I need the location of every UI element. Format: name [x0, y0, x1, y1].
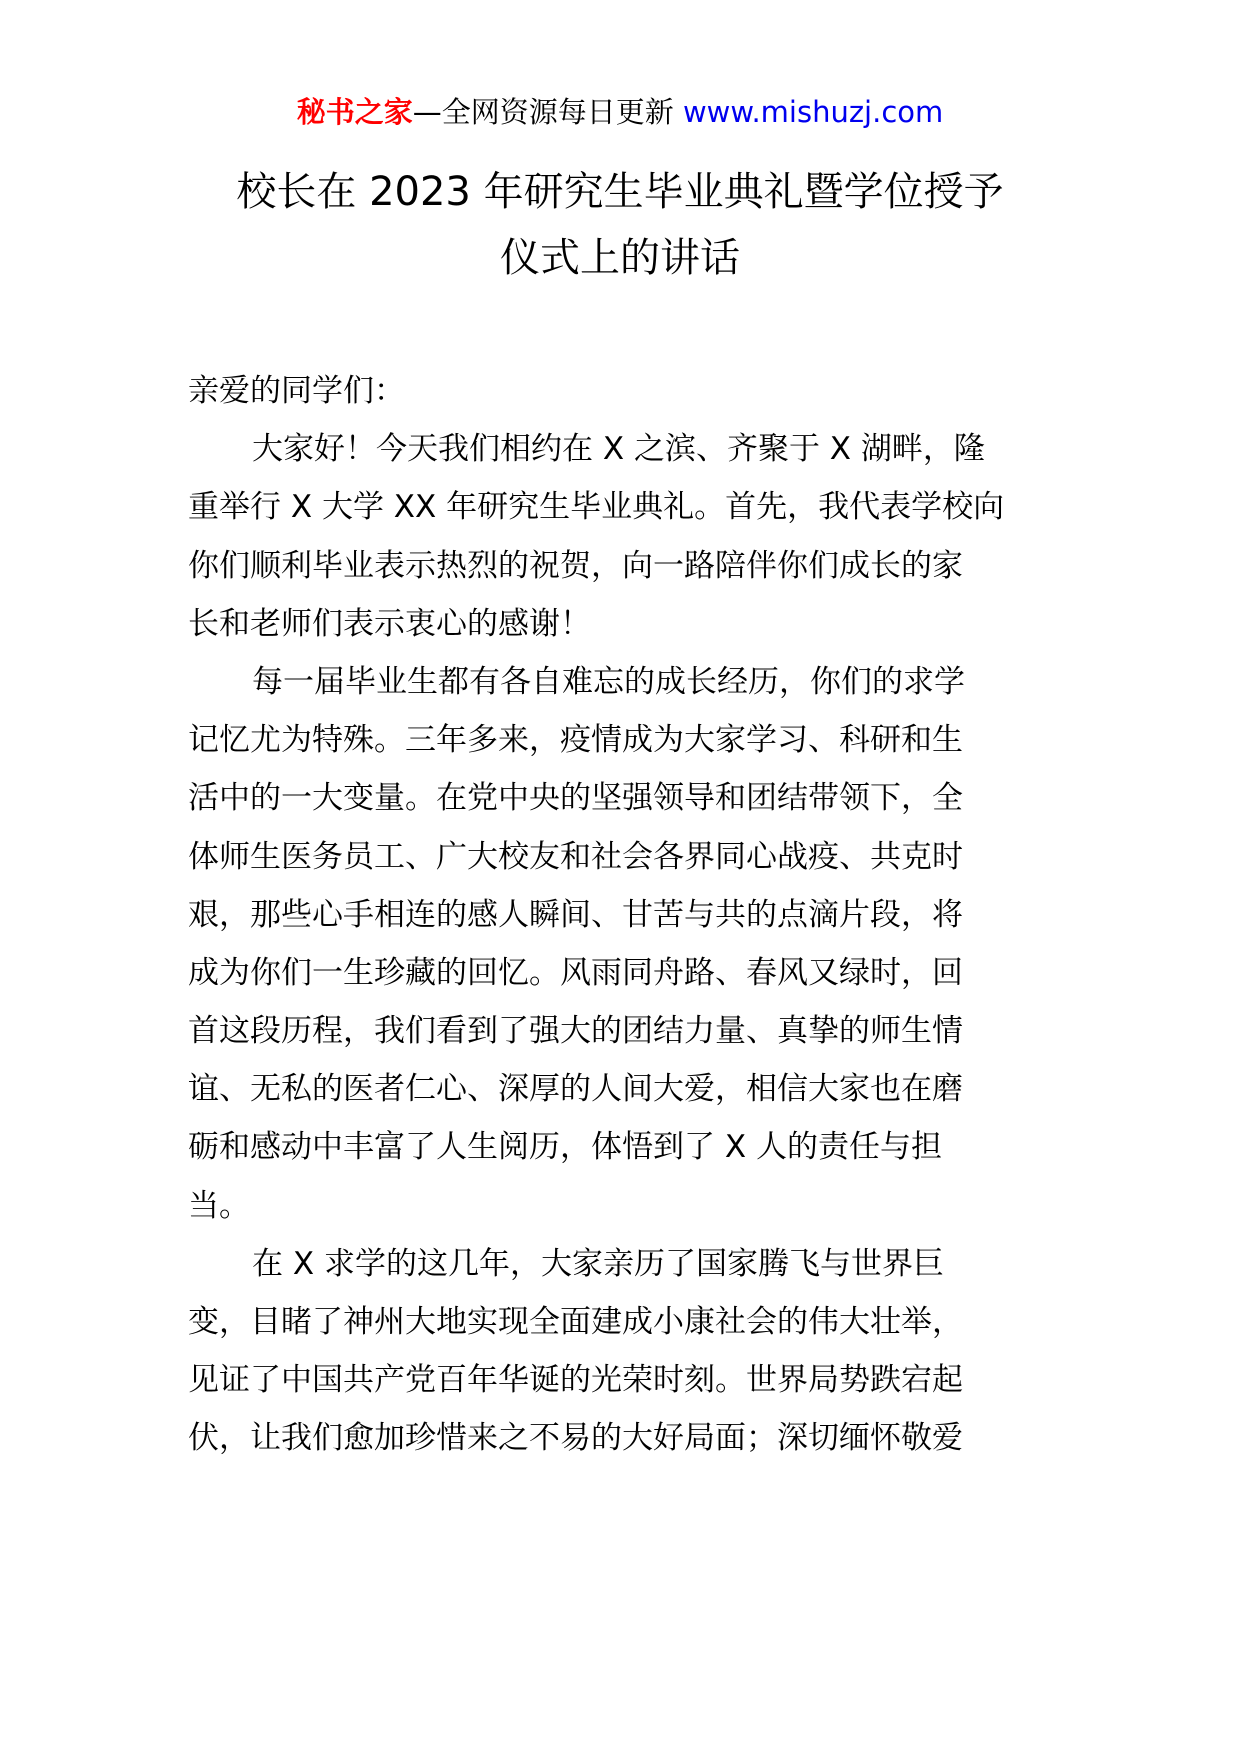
salutation: 亲爱的同学们： [188, 373, 405, 409]
paragraph-line: 艰，那些心手相连的感人瞬间、甘苦与共的点滴片段，将 [188, 896, 963, 933]
paragraph-line: 大家好！今天我们相约在 X 之滨、齐聚于 X 湖畔，隆 [252, 431, 985, 468]
site-url[interactable]: www.mishuzj.com [682, 95, 944, 129]
paragraph-1 [188, 420, 1058, 653]
paragraph-line: 当。 [188, 1187, 250, 1224]
paragraph-line: 长和老师们表示衷心的感谢！ [188, 605, 591, 642]
paragraph-line: 首这段历程，我们看到了强大的团结力量、真挚的师生情 [188, 1013, 963, 1050]
paragraph-line: 体师生医务员工、广大校友和社会各界同心战疫、共克时 [188, 838, 963, 875]
paragraph-line: 成为你们一生珍藏的回忆。风雨同舟路、春风又绿时，回 [188, 954, 963, 991]
paragraph-line: 在 X 求学的这几年，大家亲历了国家腾飞与世界巨 [252, 1245, 944, 1282]
document-title-line-1: 校长在 2023 年研究生毕业典礼暨学位授予 [236, 169, 1004, 215]
document-body [188, 362, 1058, 1468]
document-title-line-2: 仪式上的讲话 [500, 235, 740, 281]
paragraph-2 [188, 653, 1058, 1235]
brand-tagline: —全网资源每日更新 [412, 95, 674, 129]
paragraph-line: 活中的一大变量。在党中央的坚强领导和团结带领下，全 [188, 780, 963, 817]
paragraph-line: 重举行 X 大学 XX 年研究生毕业典礼。首先，我代表学校向 [188, 489, 1005, 526]
paragraph-line: 见证了中国共产党百年华诞的光荣时刻。世界局势跌宕起 [188, 1362, 963, 1399]
paragraph-line: 变，目睹了神州大地实现全面建成小康社会的伟大壮举， [188, 1304, 963, 1340]
brand-name: 秘书之家 [296, 95, 413, 129]
watermark-banner [0, 92, 1240, 132]
paragraph-line: 你们顺利毕业表示热烈的祝贺，向一路陪伴你们成长的家 [188, 547, 963, 584]
paragraph-line: 每一届毕业生都有各自难忘的成长经历，你们的求学 [252, 663, 965, 700]
paragraph-line: 谊、无私的医者仁心、深厚的人间大爱，相信大家也在磨 [188, 1071, 963, 1108]
paragraph-line: 伏，让我们愈加珍惜来之不易的大好局面；深切缅怀敬爱 [188, 1420, 963, 1457]
paragraph-line: 记忆尤为特殊。三年多来，疫情成为大家学习、科研和生 [188, 722, 963, 759]
paragraph-line: 砺和感动中丰富了人生阅历，体悟到了 X 人的责任与担 [188, 1129, 942, 1166]
paragraph-3 [188, 1235, 1058, 1468]
